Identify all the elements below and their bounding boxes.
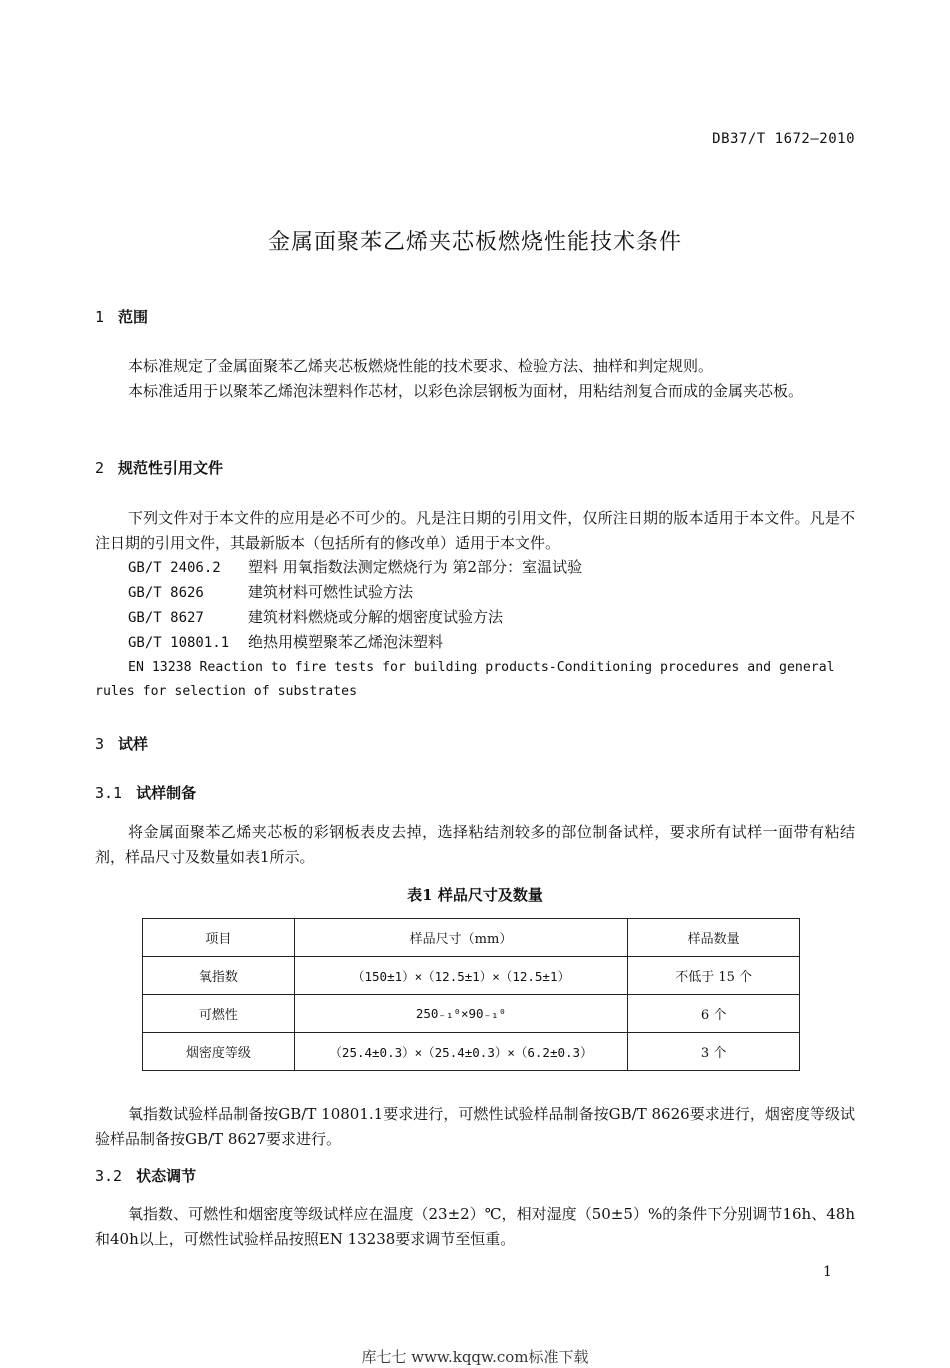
section-3-2-paragraph: 氧指数、可燃性和烟密度等级试样应在温度（23±2）℃，相对湿度（50±5）%的条件下分别调节16h、48h和40h以上，可燃性试验样品按照EN 13238要求调节至恒重。 — [95, 1205, 855, 1248]
section-2-intro: 下列文件对于本文件的应用是必不可少的。凡是注日期的引用文件，仅所注日期的版本适用于本文件。凡是不注日期的引用文件，其最新版本（包括所有的修改单）适用于本文件。 — [95, 509, 855, 552]
standard-code: DB37/T 1672—2010 — [712, 131, 855, 147]
section-3-heading — [95, 733, 148, 754]
section-number: 3 — [95, 735, 105, 753]
reference-code: GB/T 2406.2 — [128, 560, 221, 576]
table-cell-size: （25.4±0.3）×（25.4±0.3）×（6.2±0.3） — [294, 1033, 628, 1071]
section-title: 试样制备 — [136, 784, 197, 802]
table-cell-size: 250₋₁⁰×90₋₁⁰ — [294, 995, 628, 1033]
table-row — [143, 957, 800, 995]
reference-item — [128, 605, 503, 631]
table-header-row — [143, 919, 800, 957]
section-number: 2 — [95, 459, 105, 477]
reference-item-en: EN 13238 Reaction to fire tests for building products-Conditioning procedures and general rules for selection of substrates — [95, 660, 835, 699]
table-cell-quantity: 不低于 15 个 — [628, 957, 800, 995]
reference-item — [128, 555, 582, 581]
section-number: 3.1 — [95, 784, 123, 802]
table-row — [143, 995, 800, 1033]
table-cell-quantity: 3 个 — [628, 1033, 800, 1071]
table-cell-item: 烟密度等级 — [143, 1033, 295, 1071]
sample-table — [142, 918, 800, 1071]
reference-title: 建筑材料可燃性试验方法 — [248, 583, 414, 601]
table-followup-paragraph: 氧指数试验样品制备按GB/T 10801.1要求进行，可燃性试验样品制备按GB/T 8626要求进行，烟密度等级试验样品制备按GB/T 8627要求进行。 — [95, 1105, 855, 1148]
reference-title: 绝热用模塑聚苯乙烯泡沫塑料 — [248, 633, 444, 651]
table-caption: 表1 样品尺寸及数量 — [407, 886, 543, 904]
section-3-1-heading — [95, 782, 196, 803]
section-3-1-paragraph: 将金属面聚苯乙烯夹芯板的彩钢板表皮去掉，选择粘结剂较多的部位制备试样，要求所有试样一面带有粘结剂，样品尺寸及数量如表1所示。 — [95, 823, 855, 866]
reference-code: GB/T 10801.1 — [128, 635, 230, 651]
table-cell-quantity: 6 个 — [628, 995, 800, 1033]
table-header-cell: 样品尺寸（mm） — [294, 919, 628, 957]
reference-code: GB/T 8627 — [128, 610, 204, 626]
section-title: 范围 — [118, 308, 149, 326]
section-1-paragraph-2: 本标准适用于以聚苯乙烯泡沫塑料作芯材，以彩色涂层钢板为面材，用粘结剂复合而成的金属夹芯板。 — [128, 382, 804, 400]
section-1-heading — [95, 306, 148, 327]
section-title: 规范性引用文件 — [118, 459, 224, 477]
reference-item — [128, 630, 443, 656]
table-header-cell: 项目 — [143, 919, 295, 957]
table-cell-item: 可燃性 — [143, 995, 295, 1033]
section-title: 状态调节 — [136, 1167, 197, 1185]
section-3-2-heading — [95, 1165, 196, 1186]
section-2-heading — [95, 457, 223, 478]
table-header-cell: 样品数量 — [628, 919, 800, 957]
section-number: 3.2 — [95, 1167, 123, 1185]
section-title: 试样 — [118, 735, 149, 753]
section-1-paragraph-1: 本标准规定了金属面聚苯乙烯夹芯板燃烧性能的技术要求、检验方法、抽样和判定规则。 — [128, 357, 714, 375]
table-cell-size: （150±1）×（12.5±1）×（12.5±1） — [294, 957, 628, 995]
table-row — [143, 1033, 800, 1071]
section-number: 1 — [95, 308, 105, 326]
reference-title: 塑料 用氧指数法测定燃烧行为 第2部分：室温试验 — [248, 558, 583, 576]
reference-item — [128, 580, 413, 606]
reference-code: GB/T 8626 — [128, 585, 204, 601]
reference-title: 建筑材料燃烧或分解的烟密度试验方法 — [248, 608, 504, 626]
page-number: 1 — [823, 1264, 832, 1280]
document-title: 金属面聚苯乙烯夹芯板燃烧性能技术条件 — [267, 230, 682, 255]
table-cell-item: 氧指数 — [143, 957, 295, 995]
footer-watermark: 库七七 www.kqqw.com标准下载 — [361, 1348, 589, 1366]
